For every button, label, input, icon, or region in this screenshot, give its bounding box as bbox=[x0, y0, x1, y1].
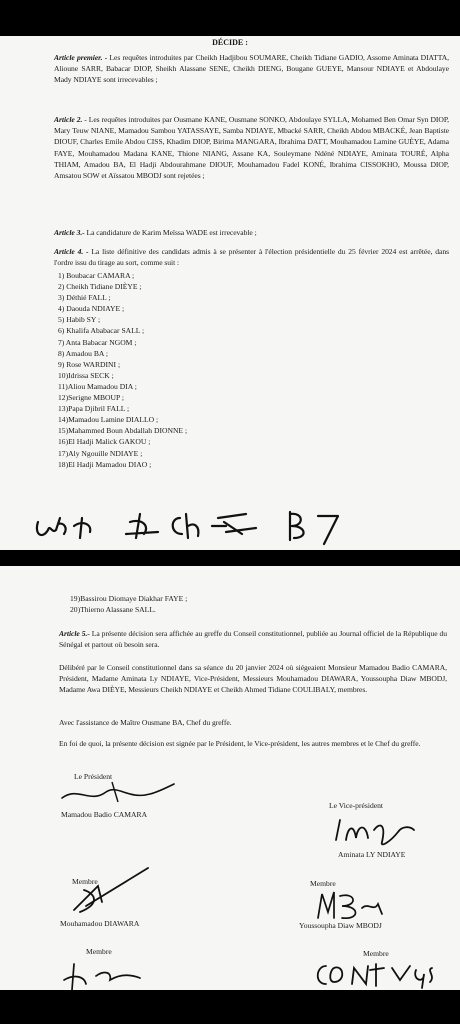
list-item: 20)Thierno Alassane SALL. bbox=[70, 605, 156, 615]
member-3-title: Membre bbox=[86, 947, 112, 956]
list-item: 10)Idrissa SECK ; bbox=[58, 370, 114, 380]
article-2-text: - Les requêtes introduites par Ousmane KANE, Ousmane SONKO, Abdoulaye SYLLA, Mohamed Ben Omar Syn DIOP, Mary Teuw NIANE, Mamadou Sambou YATASSAYE, Samba NDIAYE, Mbacké SARR, Cheikh Abdou MBACKÉ, Jean Baptiste DIOUF, Charles Emile Abdou CISS, Khadim DIOP, Birima MANGARA, Ibrahima DATT, Mouhamadou Lamine GUÈYE, Adama FAYE, Mouhamadou Madana KANE, Thione NIANG, Assane KA, Souleymane Ndéné NDIAYE, Aminata TOURÉ, Alpha THIAM, Amadou BA, El Hadji Abdourahmane DIOUF, Mouhamadou Fadel KONÉ, Ibrahima CISSOKHO, Moussa DIOP, Amsatou SOW et Aïssatou MBODJ sont rejetées ; bbox=[54, 115, 449, 181]
assistance-paragraph: Avec l'assistance de Maître Ousmane BA, Chef du greffe. bbox=[59, 718, 232, 727]
list-item: 11)Aliou Mamadou DIA ; bbox=[58, 381, 137, 391]
vice-president-name: Aminata LY NDIAYE bbox=[338, 850, 406, 859]
candidate-list bbox=[58, 270, 187, 470]
list-item: 19)Bassirou Diomaye Diakhar FAYE ; bbox=[70, 594, 188, 603]
member-2-name: Youssoupha Diaw MBODJ bbox=[299, 921, 382, 930]
article-5-label: Article 5.- bbox=[59, 629, 90, 638]
document-page-1 bbox=[0, 36, 460, 550]
list-item: 12)Serigne MBOUP ; bbox=[58, 393, 124, 403]
member-2-signature bbox=[312, 888, 388, 922]
member-1-signature bbox=[56, 866, 156, 918]
article-3-label: Article 3.- bbox=[54, 228, 85, 237]
president-signature bbox=[58, 778, 178, 806]
list-item: 15)Mahammed Boun Abdallah DIONNE ; bbox=[58, 426, 188, 436]
list-item: 16)El Hadji Malick GAKOU ; bbox=[58, 437, 151, 447]
article-3-text: La candidature de Karim Meïssa WADE est irrecevable ; bbox=[84, 228, 257, 237]
list-item: 18)El Hadji Mamadou DIAO ; bbox=[58, 459, 152, 469]
member-4-signature bbox=[312, 956, 442, 990]
president-name: Mamadou Badio CAMARA bbox=[61, 810, 148, 819]
member-4-title: Membre bbox=[363, 949, 389, 958]
article-2-label: Article 2. bbox=[54, 115, 83, 124]
list-item: 13)Papa Djibril FALL ; bbox=[58, 404, 130, 414]
member-1-title: Membre bbox=[72, 877, 98, 886]
list-item: 3) Déthié FALL ; bbox=[58, 293, 111, 303]
list-item: 1) Boubacar CAMARA ; bbox=[58, 271, 135, 280]
vice-president-title: Le Vice-président bbox=[329, 801, 384, 810]
deliberation-paragraph: Délibéré par le Conseil constitutionnel dans sa séance du 20 janvier 2024 où siégeaient Monsieur Mamadou Badio CAMARA, Président, Madame Aminata Ly NDIAYE, Vice-Président, Messieurs Mouhamadou DIAWARA, Youssoupha Diaw MBODJ, Madame Awa DIÈYE, Messieurs Cheikh NDIAYE et Cheikh Ahmed Tidiane COULIBALY, membres. bbox=[59, 663, 447, 695]
list-item: 2) Cheikh Tidiane DIÈYE ; bbox=[58, 282, 142, 292]
list-item: 5) Habib SY ; bbox=[58, 315, 101, 325]
article-4 bbox=[54, 246, 449, 268]
signature-statement: En foi de quoi, la présente décision est signée par le Président, le Vice-président, les autres membres et le Chef du greffe. bbox=[59, 739, 421, 748]
list-item: 9) Rose WARDINI ; bbox=[58, 359, 121, 369]
article-4-text: La liste définitive des candidats admis à se présenter à l'élection présidentielle du 25 février 2024 est arrêtée, dans l'ordre issu du tirage au sort, comme suit : bbox=[54, 247, 449, 268]
president-title: Le Président bbox=[74, 772, 113, 781]
article-1 bbox=[54, 52, 449, 86]
article-5 bbox=[59, 628, 447, 650]
article-1-text: Les requêtes introduites par Cheikh Hadjibou SOUMARE, Cheikh Tidiane GADIO, Assome Aminata DIATTA, Alioune SARR, Babacar DIOP, Sheikh Alassane SENE, Cheikh DIENG, Bougane GUEYE, Mansour NDIAYE et Abdoulaye Mady NDIAYE sont irrecevables ; bbox=[54, 53, 449, 85]
member-2-title: Membre bbox=[310, 879, 336, 888]
article-5-text: La présente décision sera affichée au greffe du Conseil constitutionnel, publiée au Journal officiel de la République du Sénégal et partout où besoin sera. bbox=[59, 629, 447, 650]
document-page-2 bbox=[0, 566, 460, 990]
list-item: 17)Aly Ngouille NDIAYE ; bbox=[58, 448, 143, 458]
list-item: 8) Amadou BA ; bbox=[58, 348, 108, 358]
list-item: 4) Daouda NDIAYE ; bbox=[58, 304, 125, 314]
list-item: 14)Mamadou Lamine DIALLO ; bbox=[58, 415, 159, 425]
list-item: 7) Anta Babacar NGOM ; bbox=[58, 337, 137, 347]
member-1-name: Mouhamadou DIAWARA bbox=[60, 919, 140, 928]
decision-heading: DÉCIDE : bbox=[212, 38, 248, 47]
article-4-label: Article 4. - bbox=[54, 247, 89, 256]
article-1-label: Article premier. - bbox=[54, 53, 108, 62]
vice-president-signature bbox=[330, 812, 420, 848]
candidate-list-continued bbox=[70, 593, 187, 615]
article-3 bbox=[54, 227, 449, 238]
initials-scribble bbox=[30, 504, 430, 546]
article-2 bbox=[54, 114, 449, 181]
member-3-signature bbox=[60, 960, 150, 990]
list-item: 6) Khalifa Ababacar SALL ; bbox=[58, 326, 145, 336]
